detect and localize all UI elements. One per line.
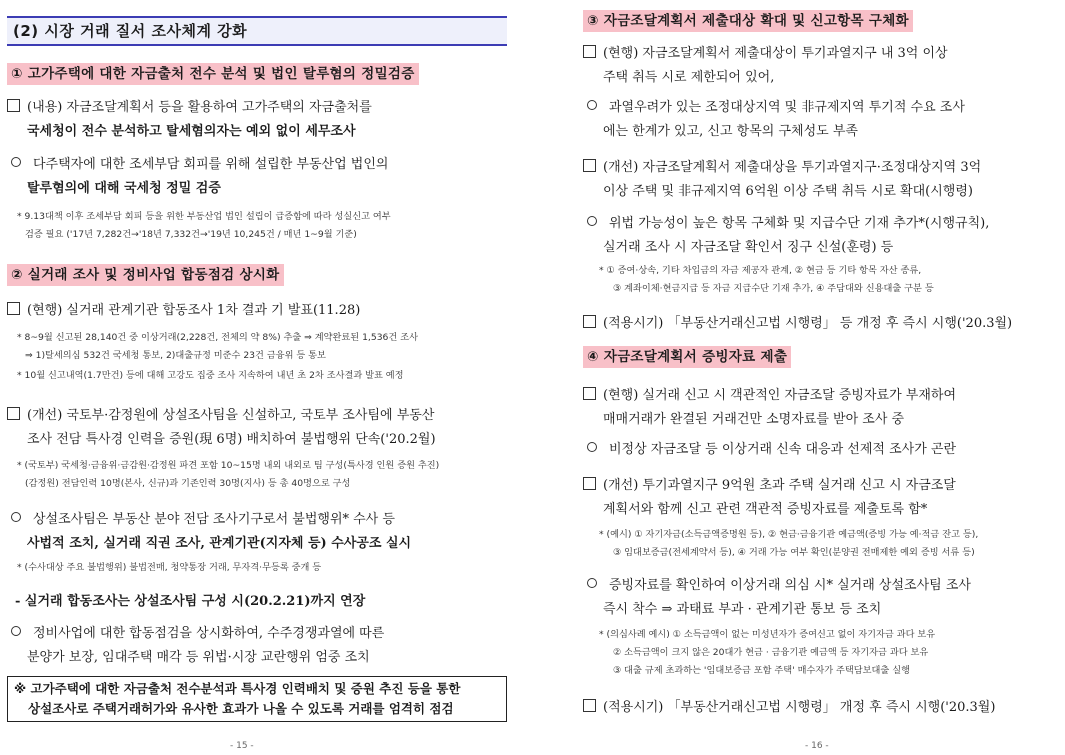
heading-3-text: ③ 자금조달계획서 제출대상 확대 및 신고항목 구체화 xyxy=(583,10,913,32)
item-10-line1 xyxy=(583,156,1058,180)
item-2-text: 다주택자에 대한 조세부담 회피를 위해 설립한 부동산업 법인의 xyxy=(33,157,389,172)
note-4-line2: (감정원) 전담인력 10명(본사, 신규)과 기존인력 30명(지사) 등 총 40명으로 구성 xyxy=(25,478,351,489)
item-1-line2: 국세청이 전수 분석하고 탈세혐의자는 예외 없이 세무조사 xyxy=(27,124,356,139)
note-3: * 10월 신고내역(1.7만건) 등에 대해 고강도 집중 조사 지속하여 내년 초 2차 조사결과 발표 예정 xyxy=(17,370,404,381)
note-1-line2: 검증 필요 ('17년 7,282건→'18년 7,332건→'19년 10,245건 / 매년 1~9월 기준) xyxy=(25,229,357,240)
item-9-line2: 에는 한계가 있고, 신고 항목의 구체성도 부족 xyxy=(603,124,858,139)
square-bullet-icon xyxy=(7,302,20,315)
note-1-line1: * 9.13대책 이후 조세부담 회피 등을 위한 부동산업 법인 설립이 급증함에 따라 성실신고 여부 xyxy=(17,211,391,222)
item-17-text: (적용시기) 「부동산거래신고법 시행령」 개정 후 즉시 시행('20.3월) xyxy=(603,700,996,715)
item-15-line1 xyxy=(583,474,1058,498)
note-8-line3: ③ 대출 규제 초과하는 '임대보증금 포함 주택' 매수자가 주택담보대출 실행 xyxy=(613,665,910,676)
item-17 xyxy=(583,696,1058,720)
note-4-line1: * (국토부) 국세청·금융위·금감원·감정원 파견 포함 10~15명 내외 내외로 팀 구성(특사경 인원 증원 추진) xyxy=(17,460,440,471)
square-bullet-icon xyxy=(583,159,596,172)
item-14-text: 비정상 자금조달 등 이상거래 신속 대응과 선제적 조사가 곤란 xyxy=(609,442,957,457)
item-3-text: (현행) 실거래 관계기관 합동조사 1차 결과 기 발표(11.28) xyxy=(27,303,361,318)
item-12 xyxy=(583,312,1058,336)
heading-2-text: ② 실거래 조사 및 정비사업 합동점검 상시화 xyxy=(7,264,284,286)
item-13-line1 xyxy=(583,384,1058,408)
item-11-line1 xyxy=(583,212,1058,236)
square-bullet-icon xyxy=(583,315,596,328)
item-7-text: 정비사업에 대한 합동점검을 상시화하여, 수주경쟁과열에 따른 xyxy=(33,626,385,641)
page-number-16: - 16 - xyxy=(805,741,829,751)
page-number-15: - 15 - xyxy=(230,741,254,751)
item-4-line1 xyxy=(7,404,507,428)
circle-bullet-icon xyxy=(587,216,597,226)
circle-bullet-icon xyxy=(587,578,597,588)
item-9-line1 xyxy=(583,96,1058,120)
circle-bullet-icon xyxy=(11,157,21,167)
item-12-text: (적용시기) 「부동산거래신고법 시행령」 등 개정 후 즉시 시행('20.3월) xyxy=(603,316,1013,331)
item-15-text: (개선) 투기과열지구 9억원 초과 주택 실거래 신고 시 자금조달 xyxy=(603,478,956,493)
note-2-line1: * 8~9월 신고된 28,140건 중 이상거래(2,228건, 전체의 약 8%) 추출 ⇒ 계약완료된 1,536건 조사 xyxy=(17,332,418,343)
page-15 xyxy=(7,0,507,755)
item-5-line1 xyxy=(7,508,507,532)
item-11-text: 위법 가능성이 높은 항목 구체화 및 지급수단 기재 추가*(시행규칙), xyxy=(609,216,990,231)
item-15-line2: 계획서와 함께 신고 관련 객관적 증빙자료를 제출토록 함* xyxy=(603,502,928,517)
item-2-line1 xyxy=(7,153,507,177)
item-9-text: 과열우려가 있는 조정대상지역 및 非규제지역 투기적 수요 조사 xyxy=(609,100,965,115)
item-16-text: 증빙자료를 확인하여 이상거래 의심 시* 실거래 상설조사팀 조사 xyxy=(609,578,971,593)
heading-2 xyxy=(7,264,507,286)
item-3 xyxy=(7,299,507,323)
item-8-text: (현행) 자금조달계획서 제출대상이 투기과열지구 내 3억 이상 xyxy=(603,46,948,61)
square-bullet-icon xyxy=(583,387,596,400)
summary-box xyxy=(7,676,507,722)
item-14 xyxy=(583,438,1058,462)
heading-1 xyxy=(7,63,507,85)
square-bullet-icon xyxy=(583,699,596,712)
item-8-line1 xyxy=(583,42,1058,66)
item-13-line2: 매매거래가 완결된 거래건만 소명자료를 받아 조사 중 xyxy=(603,412,905,427)
circle-bullet-icon xyxy=(587,442,597,452)
note-6-line1: * ① 증여·상속, 기타 차입금의 자금 제공자 관계, ② 현금 등 기타 항목 자산 종류, xyxy=(599,265,922,276)
item-7-line1 xyxy=(7,622,507,646)
note-5: * (수사대상 주요 불법행위) 불법전매, 청약통장 거래, 무자격·무등록 중개 등 xyxy=(17,562,322,573)
square-bullet-icon xyxy=(583,477,596,490)
item-8-line2: 주택 취득 시로 제한되어 있어, xyxy=(603,70,775,85)
item-6: - 실거래 합동조사는 상설조사팀 구성 시(20.2.21)까지 연장 xyxy=(15,594,366,609)
item-7-line2: 분양가 보장, 임대주택 매각 등 위법·시장 교란행위 엄중 조치 xyxy=(27,650,370,665)
item-10-text: (개선) 자금조달계획서 제출대상을 투기과열지구·조정대상지역 3억 xyxy=(603,160,982,175)
item-1-text: (내용) 자금조달계획서 등을 활용하여 고가주택의 자금출처를 xyxy=(27,100,372,115)
note-8-line1: * (의심사례 예시) ① 소득금액이 없는 미성년자가 증여신고 없이 자기자금 과다 보유 xyxy=(599,629,936,640)
heading-1-text: ① 고가주택에 대한 자금출처 전수 분석 및 법인 탈루혐의 정밀검증 xyxy=(7,63,419,85)
square-bullet-icon xyxy=(7,407,20,420)
heading-4 xyxy=(583,346,1058,368)
page-16 xyxy=(583,0,1058,755)
circle-bullet-icon xyxy=(11,512,21,522)
summary-box-line1: ※ 고가주택에 대한 자금출처 전수분석과 특사경 인력배치 및 증원 추진 등을 통한 xyxy=(14,681,461,696)
item-4-line2: 조사 전담 특사경 인력을 증원(現 6명) 배치하여 불법행위 단속('20.2월) xyxy=(27,432,436,447)
heading-4-text: ④ 자금조달계획서 증빙자료 제출 xyxy=(583,346,791,368)
circle-bullet-icon xyxy=(587,100,597,110)
circle-bullet-icon xyxy=(11,626,21,636)
square-bullet-icon xyxy=(7,99,20,112)
item-5-line2: 사법적 조치, 실거래 직권 조사, 관계기관(지자체 등) 수사공조 실시 xyxy=(27,536,412,551)
item-16-line2: 즉시 착수 ⇒ 과태료 부과 · 관계기관 통보 등 조치 xyxy=(603,602,882,617)
note-2-line2: ⇒ 1)탈세의심 532건 국세청 통보, 2)대출규정 미준수 23건 금융위 등 통보 xyxy=(25,350,326,361)
note-7-line1: * (예시) ① 자기자금(소득금액증명원 등), ② 현금·금융기관 예금액(증빙 가능 예·적금 잔고 등), xyxy=(599,529,979,540)
item-11-line2: 실거래 조사 시 자금조달 확인서 징구 신설(훈령) 등 xyxy=(603,240,894,255)
item-1-line1 xyxy=(7,96,507,120)
section-title: (2) 시장 거래 질서 조사체계 강화 xyxy=(7,16,507,46)
item-5-text: 상설조사팀은 부동산 분야 전담 조사기구로서 불법행위* 수사 등 xyxy=(33,512,395,527)
note-7-line2: ③ 임대보증금(전세계약서 등), ④ 거래 가능 여부 확인(분양권 전매제한 예외 증빙 서류 등) xyxy=(613,547,975,558)
summary-box-line2: 상설조사로 주택거래허가와 유사한 효과가 나올 수 있도록 거래를 엄격히 점검 xyxy=(28,701,454,716)
item-16-line1 xyxy=(583,574,1058,598)
note-8-line2: ② 소득금액이 크지 않은 20대가 현금 · 금융기관 예금액 등 자기자금 과다 보유 xyxy=(613,647,929,658)
item-2-line2: 탈루혐의에 대해 국세청 정밀 검증 xyxy=(27,181,221,196)
note-6-line2: ③ 계좌이체·현금지급 등 자금 지급수단 기재 추가, ④ 주담대와 신용대출 구분 등 xyxy=(613,283,934,294)
item-4-text: (개선) 국토부·감정원에 상설조사팀을 신설하고, 국토부 조사팀에 부동산 xyxy=(27,408,435,423)
square-bullet-icon xyxy=(583,45,596,58)
heading-3 xyxy=(583,10,1058,32)
item-13-text: (현행) 실거래 신고 시 객관적인 자금조달 증빙자료가 부재하여 xyxy=(603,388,957,403)
item-10-line2: 이상 주택 및 非규제지역 6억원 이상 주택 취득 시로 확대(시행령) xyxy=(603,184,973,199)
